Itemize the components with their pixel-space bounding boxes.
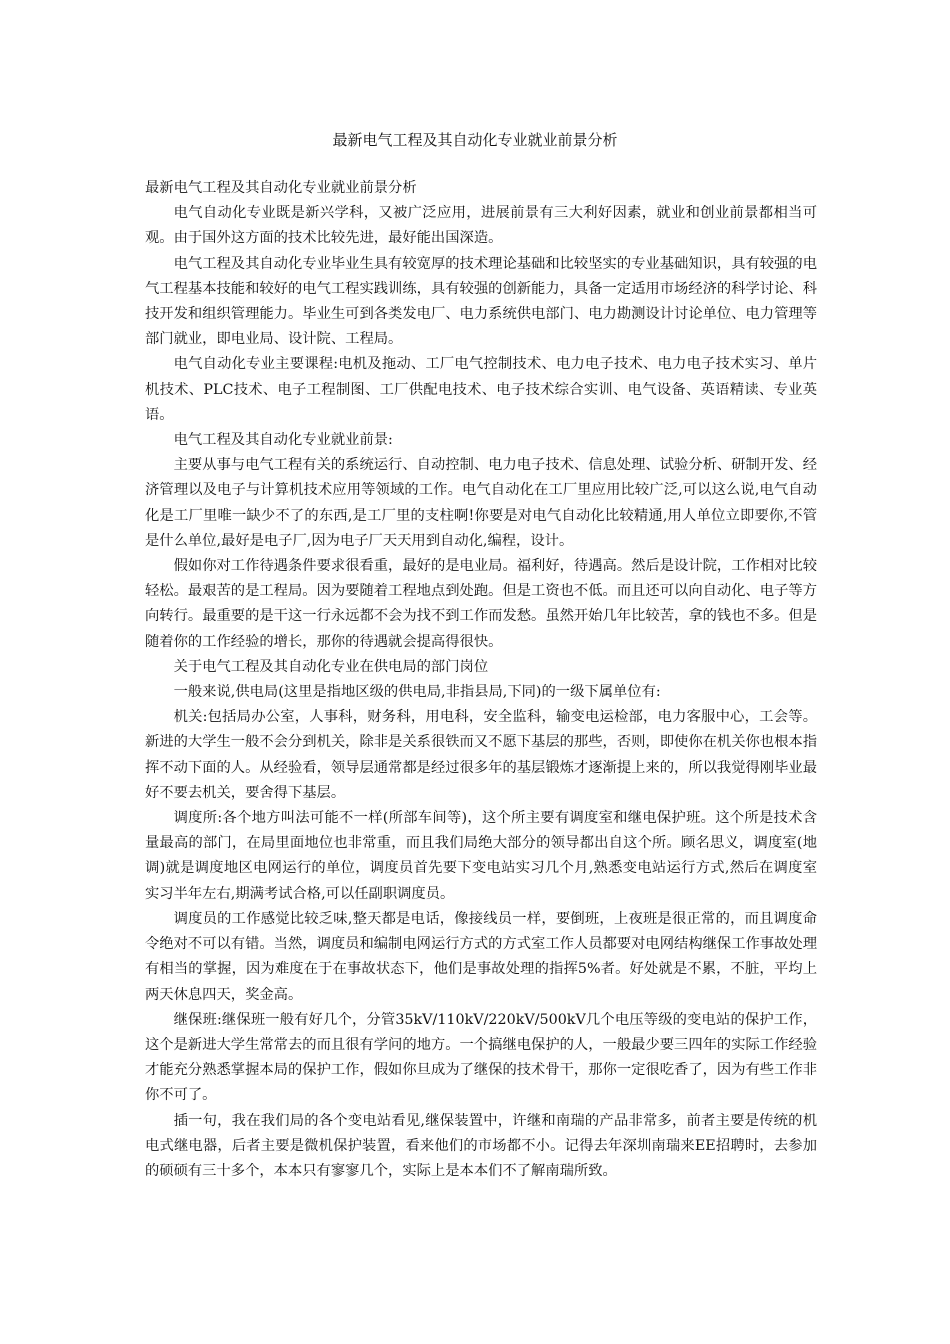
paragraph: 继保班:继保班一般有好几个，分管35kV/110kV/220kV/500kV几个电压等级的变电站的保护工作，这个是新进大学生常常去的而且很有学问的地方。一个搞继电保护的人，一般最少要三四年的实际工作经验才能充分熟悉掌握本局的保护工作，假如你旦成为了继保的技术骨干，那你一定很吃香了，因为有些工作非你不可了。 (145, 1011, 817, 1104)
section-heading: 电气工程及其自动化专业就业前景: (173, 432, 393, 449)
paragraph: 一般来说,供电局(这里是指地区级的供电局,非指县局,下同)的一级下属单位有: (173, 684, 661, 701)
paragraph: 调度所:各个地方叫法可能不一样(所部车间等)，这个所主要有调度室和继电保护班。这个所是技术含量最高的部门，在局里面地位也非常重，而且我们局绝大部分的领导都出自这个所。顾名思义，调度室(地调)就是调度地区电网运行的单位，调度员首先要下变电站实习几个月,熟悉变电站运行方式,然后在调度室实习半年左右,期满考试合格,可以任副职调度员。 (145, 810, 817, 902)
paragraph: 插一句，我在我们局的各个变电站看见,继保装置中，许继和南瑞的产品非常多，前者主要是传统的机电式继电器，后者主要是微机保护装置，看来他们的市场都不小。记得去年深圳南瑞来EE招聘时，去参加的硕硕有三十多个，本本只有寥寥几个，实际上是本本们不了解南瑞所致。 (145, 1112, 817, 1179)
paragraph: 电气工程及其自动化专业毕业生具有较宽厚的技术理论基础和比较坚实的专业基础知识，具有较强的电气工程基本技能和较好的电气工程实践训练，具有较强的创新能力，具备一定适用市场经济的科学讨论、科技开发和组织管理能力。毕业生可到各类发电厂、电力系统供电部门、电力勘测设计讨论单位、电力管理等部门就业，即电业局、设计院、工程局。 (145, 255, 817, 348)
paragraph: 电气自动化专业主要课程:电机及拖动、工厂电气控制技术、电力电子技术、电力电子技术实习、单片机技术、PLC技术、电子工程制图、工厂供配电技术、电子技术综合实训、电气设备、英语精读、专业英语。 (145, 356, 817, 423)
body-heading: 最新电气工程及其自动化专业就业前景分析 (145, 180, 417, 196)
document-body (145, 176, 817, 1184)
paragraph: 机关:包括局办公室，人事科，财务科，用电科，安全监科，输变电运检部，电力客服中心，工会等。新进的大学生一般不会分到机关，除非是关系很铁而又不愿下基层的那些，否则，即使你在机关你也根本指挥不动下面的人。从经验看，领导层通常都是经过很多年的基层锻炼才逐渐提上来的，所以我觉得刚毕业最好不要去机关，要舍得下基层。 (145, 709, 817, 801)
paragraph: 调度员的工作感觉比较乏味,整天都是电话，像接线员一样，要倒班，上夜班是很正常的，而且调度命令绝对不可以有错。当然，调度员和编制电网运行方式的方式室工作人员都要对电网结构继保工作事故处理有相当的掌握，因为难度在于在事故状态下，他们是事故处理的指挥5%者。好处就是不累，不脏，平均上两天休息四天，奖金高。 (145, 910, 817, 1003)
paragraph: 主要从事与电气工程有关的系统运行、自动控制、电力电子技术、信息处理、试验分析、研制开发、经济管理以及电子与计算机技术应用等领域的工作。电气自动化在工厂里应用比较广泛,可以这么说,电气自动化是工厂里唯一缺少不了的东西,是工厂里的支柱啊!你要是对电气自动化比较精通,用人单位立即要你,不管是什么单位,最好是电子厂,因为电子厂天天用到自动化,编程，设计。 (145, 457, 817, 549)
section-heading: 关于电气工程及其自动化专业在供电局的部门岗位 (173, 658, 489, 675)
document-title: 最新电气工程及其自动化专业就业前景分析 (332, 131, 618, 149)
paragraph: 假如你对工作待遇条件要求很看重，最好的是电业局。福利好，待遇高。然后是设计院，工作相对比较轻松。最艰苦的是工程局。因为要随着工程地点到处跑。但是工资也不低。而且还可以向自动化、电子等方向转行。最重要的是干这一行永远都不会为找不到工作而发愁。虽然开始几年比较苦，拿的钱也不多。但是随着你的工作经验的增长，那你的待遇就会提高得很快。 (145, 558, 817, 650)
paragraph: 电气自动化专业既是新兴学科，又被广泛应用，进展前景有三大利好因素，就业和创业前景都相当可观。由于国外这方面的技术比较先进，最好能出国深造。 (145, 205, 817, 247)
